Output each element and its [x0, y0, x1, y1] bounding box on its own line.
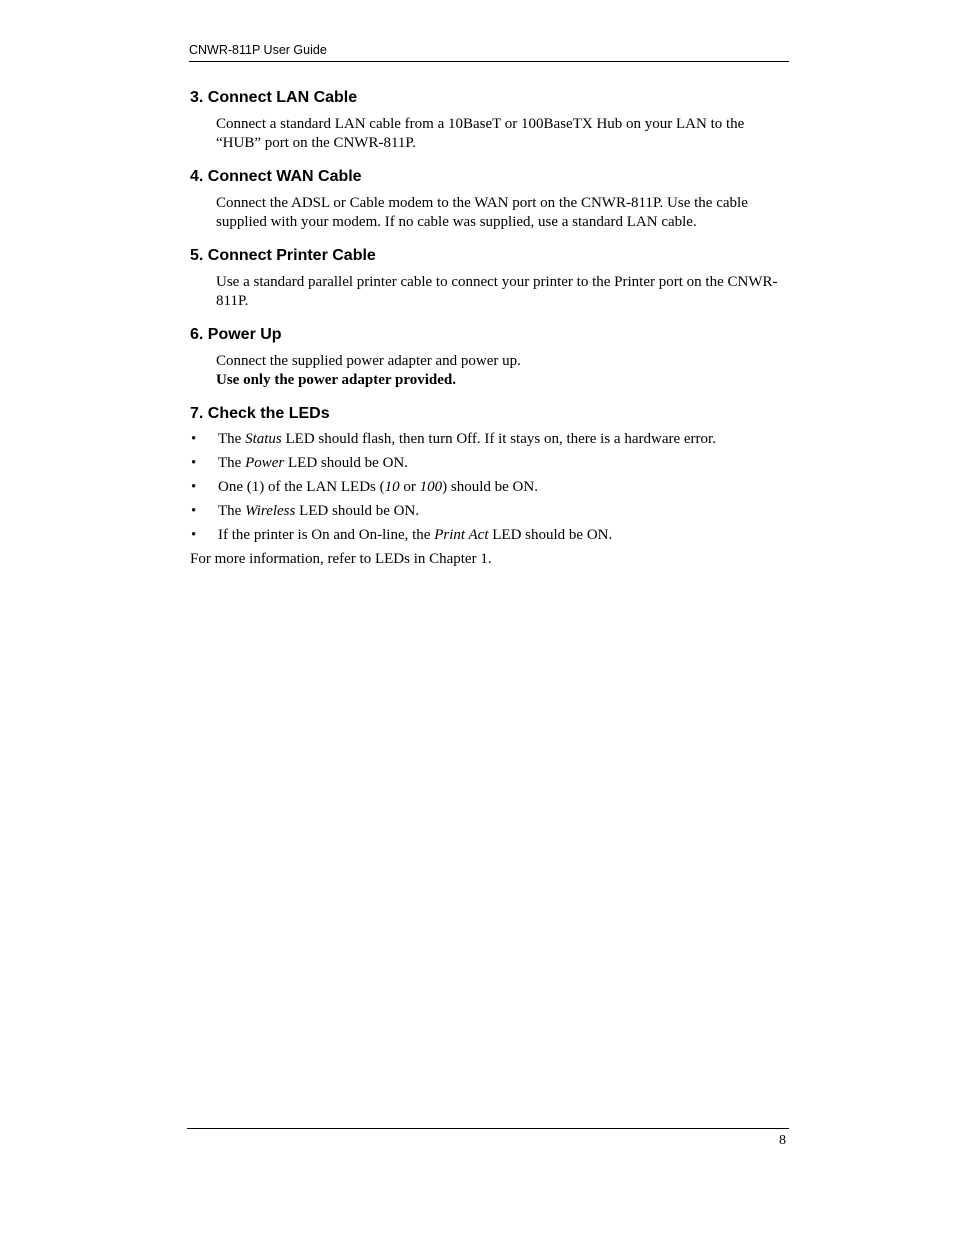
bullet-icon: •: [191, 527, 197, 543]
lan-led-10: 10: [384, 479, 400, 495]
section-body-connect-printer-cable: Use a standard parallel printer cable to connect your printer to the Printer port on the CNWR-811P.: [216, 274, 778, 309]
document-title: CNWR-811P User Guide: [189, 43, 327, 57]
led-check-item-status: [190, 430, 790, 449]
section-heading-connect-printer-cable: 5. Connect Printer Cable: [190, 247, 376, 264]
led-item-text-before: The: [218, 455, 246, 471]
section-body-power-up: [216, 352, 790, 390]
led-item-text-before: One (1) of the LAN LEDs (: [218, 479, 385, 495]
section-heading-check-the-leds: 7. Check the LEDs: [190, 405, 330, 422]
led-item-text-before: If the printer is On and On-line, the: [218, 527, 435, 543]
power-led-name: Power: [245, 455, 285, 471]
bullet-icon: •: [191, 431, 197, 447]
section-connect-lan-cable: [190, 88, 790, 153]
section-body-connect-lan-cable: Connect a standard LAN cable from a 10BaseT or 100BaseTX Hub on your LAN to the “HUB” port on the CNWR-811P.: [216, 116, 745, 151]
led-check-item-wireless: [190, 502, 790, 521]
section-heading-connect-lan-cable: 3. Connect LAN Cable: [190, 89, 358, 106]
led-checklist: [190, 430, 790, 545]
section-connect-printer-cable: [190, 246, 790, 311]
bullet-icon: •: [191, 455, 197, 471]
led-item-text-before: The: [218, 431, 246, 447]
section-check-the-leds: [190, 404, 790, 569]
wireless-led-name: Wireless: [245, 503, 296, 519]
bullet-icon: •: [191, 503, 197, 519]
page-header: [189, 43, 789, 62]
led-item-text-after: LED should be ON.: [488, 527, 613, 543]
footer-rule: [187, 1128, 789, 1129]
section-connect-wan-cable: [190, 167, 790, 232]
section-heading-connect-wan-cable: 4. Connect WAN Cable: [190, 168, 362, 185]
led-item-text-after: ) should be ON.: [442, 479, 538, 495]
led-item-text-middle: or: [399, 479, 420, 495]
section-heading-power-up: 6. Power Up: [190, 326, 282, 343]
led-item-text-before: The: [218, 503, 246, 519]
power-up-instruction: Connect the supplied power adapter and power up.: [216, 353, 521, 369]
print-act-led-name: Print Act: [434, 527, 489, 543]
more-information-text: For more information, refer to LEDs in Chapter 1.: [190, 551, 492, 567]
led-item-text-after: LED should flash, then turn Off. If it stays on, there is a hardware error.: [281, 431, 716, 447]
page-content: [190, 88, 790, 583]
led-check-item-power: [190, 454, 790, 473]
led-item-text-after: LED should be ON.: [295, 503, 420, 519]
led-check-item-print-act: [190, 526, 790, 545]
bullet-icon: •: [191, 479, 197, 495]
status-led-name: Status: [245, 431, 282, 447]
led-item-text-after: LED should be ON.: [284, 455, 408, 471]
page-number: 8: [779, 1133, 786, 1148]
section-power-up: [190, 325, 790, 390]
lan-led-100: 100: [419, 479, 443, 495]
power-adapter-warning: Use only the power adapter provided.: [216, 372, 457, 388]
led-check-item-lan: [190, 478, 790, 497]
section-body-connect-wan-cable: Connect the ADSL or Cable modem to the WAN port on the CNWR-811P. Use the cable supplied with your modem. If no cable was supplied, use a standard LAN cable.: [216, 195, 748, 230]
